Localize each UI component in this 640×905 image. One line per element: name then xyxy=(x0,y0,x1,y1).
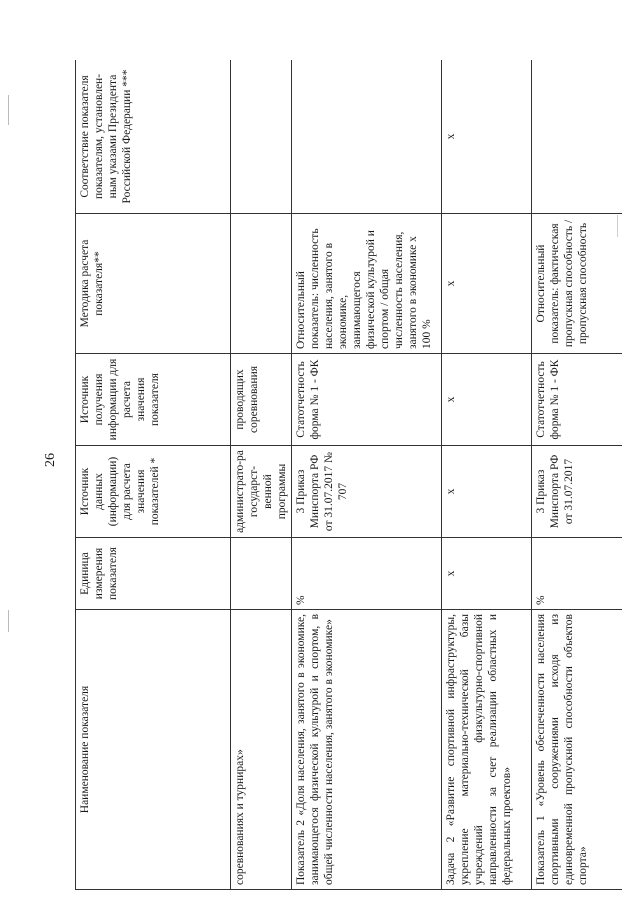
header-compliance: Соответствие показателя показателям, установлен-ным указами Президента Российской Федерации *** xyxy=(76,60,231,214)
cell-compliance xyxy=(292,60,442,214)
cell-method: х xyxy=(442,214,532,354)
margin-mark xyxy=(8,95,9,125)
cell-compliance xyxy=(532,60,622,214)
cell-unit: % xyxy=(532,538,622,610)
cell-data-source: х xyxy=(442,446,532,538)
rotated-table-container xyxy=(75,60,622,890)
header-row xyxy=(76,60,231,890)
cell-compliance: х xyxy=(442,60,532,214)
cell-method: Относительный показатель: численность населения, занятого в экономике, занимающегося физической культурой и спортом / общая численность населения, занятого в экономике х 100 % xyxy=(292,214,442,354)
header-info-source: Источник получения информации для расчета значения показателя xyxy=(76,354,231,446)
table-row xyxy=(231,60,292,890)
cell-info-source: проводящих соревнования xyxy=(231,354,292,446)
table-row xyxy=(442,60,532,890)
indicator-table xyxy=(75,60,622,890)
cell-method: Относительный показатель: фактическая пропускная способность / пропускная способность xyxy=(532,214,622,354)
table-row xyxy=(292,60,442,890)
header-unit: Единица измерения показателя xyxy=(76,538,231,610)
cell-unit: х xyxy=(442,538,532,610)
header-data-source: Источник данных (информации) для расчета значения показателей * xyxy=(76,446,231,538)
cell-data-source: 3 Приказ Минспорта РФ от 31.07.2017 № 707 xyxy=(292,446,442,538)
cell-data-source: 3 Приказ Минспорта РФ от 31.07.2017 xyxy=(532,446,622,538)
cell-compliance xyxy=(231,60,292,214)
cell-name: Показатель 2 «Доля населения, занятого в экономике, занимающегося физической культурой и спортом, в общей численности населения, занятого в экономике» xyxy=(292,610,442,890)
cell-name: Задача 2 «Развитие спортивной инфраструктуры, укрепление материально-технической базы учреждений физкультурно-спортивной направленности за счет реализации областных и федеральных проектов» xyxy=(442,610,532,890)
cell-info-source: Статотчетность форма № 1 - ФК xyxy=(292,354,442,446)
table-row xyxy=(532,60,622,890)
margin-mark xyxy=(8,610,9,632)
cell-info-source: х xyxy=(442,354,532,446)
cell-method xyxy=(231,214,292,354)
page-number: 26 xyxy=(43,453,58,467)
cell-info-source: Статотчетность форма № 1 - ФК xyxy=(532,354,622,446)
cell-name: соревнованиях и турнирах» xyxy=(231,610,292,890)
header-method: Методика расчета показателя** xyxy=(76,214,231,354)
header-indicator-name: Наименование показателя xyxy=(76,610,231,890)
cell-name: Показатель 1 «Уровень обеспеченности населения спортивными сооружениями исходя из единовременной пропускной способности объектов спорта» xyxy=(532,610,622,890)
cell-unit xyxy=(231,538,292,610)
cell-unit: % xyxy=(292,538,442,610)
cell-data-source: администрато-ра государст-венной программы xyxy=(231,446,292,538)
document-table-area xyxy=(75,60,622,890)
